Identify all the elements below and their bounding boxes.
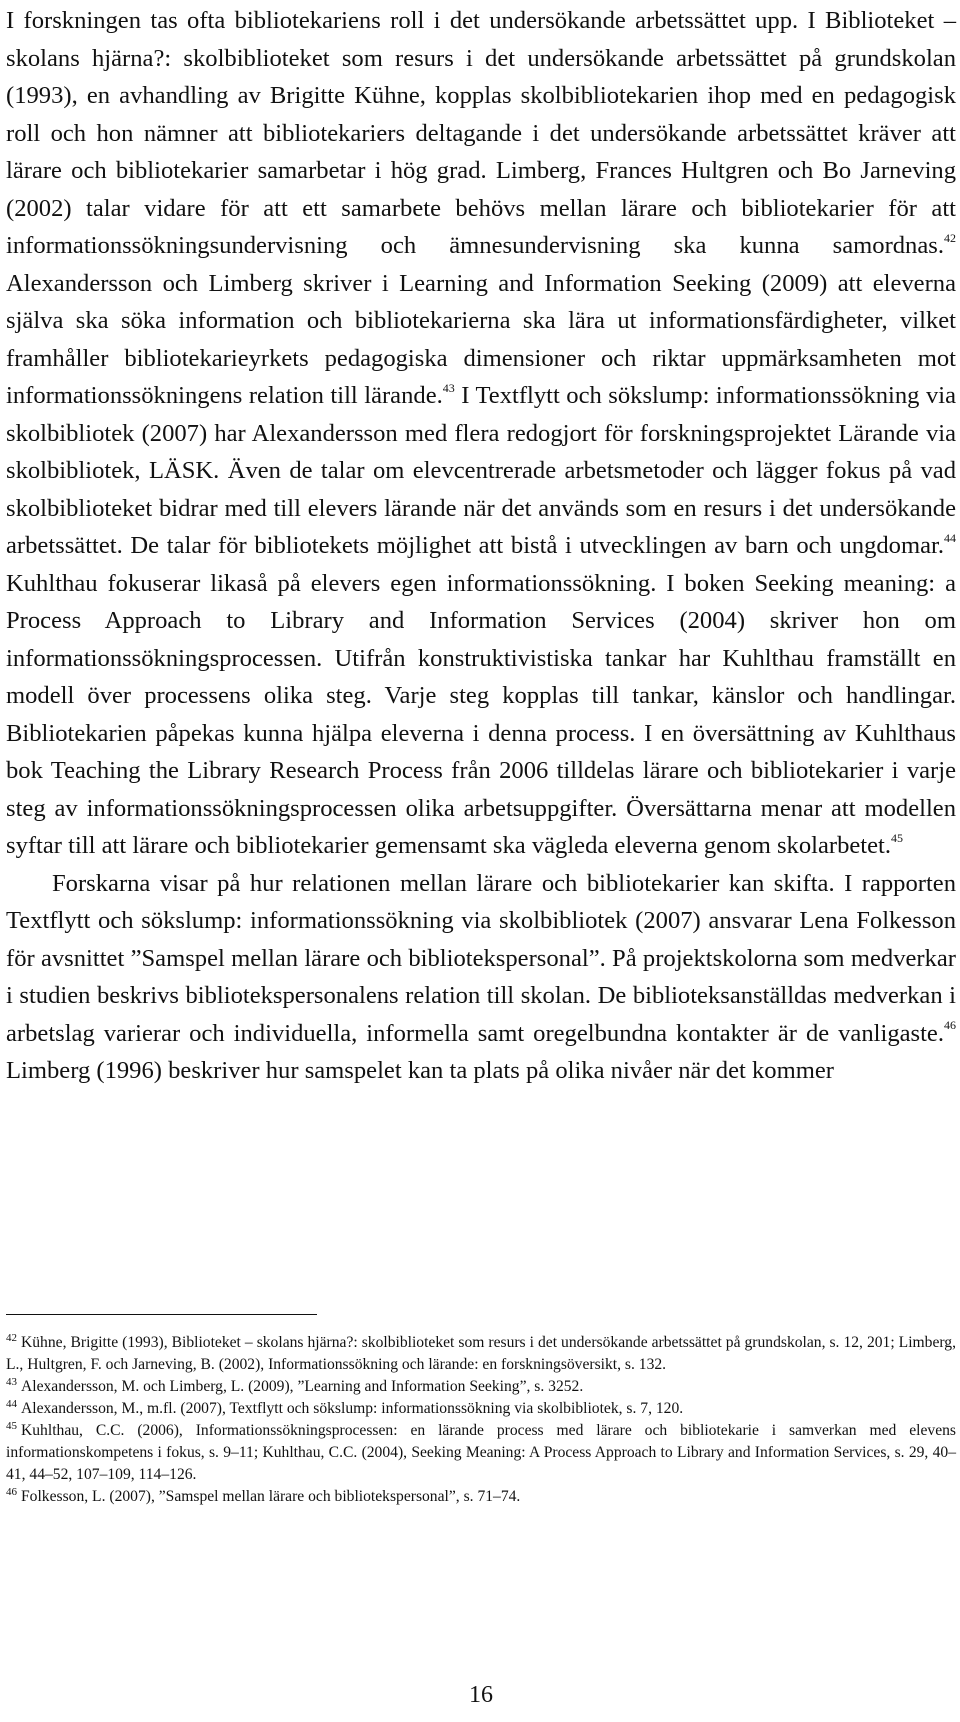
- footnote-46: [6, 1486, 956, 1508]
- footnote-text: Alexandersson, M. och Limberg, L. (2009), ”Learning and Information Seeking”, s. 3252.: [21, 1378, 584, 1395]
- footnote-ref-46[interactable]: 46: [944, 1018, 956, 1033]
- footnote-text: Alexandersson, M., m.fl. (2007), Textflytt och sökslump: informationssökning via skolbibliotek, s. 7, 120.: [21, 1400, 684, 1417]
- footnote-text: Folkesson, L. (2007), ”Samspel mellan lärare och bibliotekspersonal”, s. 71–74.: [21, 1488, 521, 1505]
- document-page: [6, 0, 956, 1722]
- paragraph-2-text-1: Forskarna visar på hur relationen mellan lärare och bibliotekarier kan skifta. I rapporten Textflytt och sökslump: informationssökning via skolbibliotek (2007) ansvarar Lena Folkesson för avsnittet ”Samspel mellan lärare och bibliotekspersonal”. På projektskolorna som medverkar i studien beskrivs bibliotekspersonalens relation till skolan. De biblioteksanställdas medverkan i arbetslag varierar och individuella, informella samt oregelbundna kontakter är de vanligaste.: [6, 869, 956, 1047]
- footnote-separator: [6, 1314, 317, 1315]
- paragraph-1-text-2: Alexandersson och Limberg skriver i Learning and Information Seeking (2009) att eleverna själva ska söka information och bibliotekarierna ska lära ut informationsfärdigheter, vilket framhåller bibliotekarieyrkets pedagogiska dimensioner och riktar uppmärksamheten mot informationssökningens relation till lärande.: [6, 269, 956, 409]
- paragraph-1: [6, 2, 956, 865]
- footnote-43: [6, 1376, 956, 1398]
- footnote-ref-43[interactable]: 43: [442, 380, 455, 395]
- footnote-number: 42: [6, 1331, 17, 1344]
- paragraph-1-text-3: I Textflytt och sökslump: informationssökning via skolbibliotek (2007) har Alexandersson med flera redogjort för forskningsprojektet Lärande via skolbibliotek, LÄSK. Även de talar om elevcentrerade arbetsmetoder och lägger fokus på vad skolbiblioteket bidrar med till elevers lärande när det används som en resurs i det undersökande arbetssättet. De talar för bibliotekets möjlighet att bistå i utvecklingen av barn och ungdomar.: [6, 382, 956, 559]
- footnote-number: 46: [6, 1485, 17, 1498]
- page-number: 16: [469, 1682, 493, 1708]
- paragraph-1-text-1: I forskningen tas ofta bibliotekariens roll i det undersökande arbetssättet upp. I Biblioteket – skolans hjärna?: skolbiblioteket som resurs i det undersökande arbetssättet på grundskolan (1993), en avhandling av Brigitte Kühne, kopplas skolbibliotekarien ihop med en pedagogisk roll och hon nämner att bibliotekariers deltagande i det undersökande arbetssättet kräver att lärare och bibliotekarier samarbetar i hög grad. Limberg, Frances Hultgren och Bo Jarneving (2002) talar vidare för att ett samarbete behövs mellan lärare och bibliotekarier för att informationssökningsundervisning och ämnesundervisning ska kunna samordnas.: [6, 7, 956, 259]
- footnote-45: [6, 1420, 956, 1486]
- footnote-text: Kühne, Brigitte (1993), Biblioteket – skolans hjärna?: skolbiblioteket som resurs i det undersökande arbetssättet på grundskolan, s. 12, 201; Limberg, L., Hultgren, F. och Jarneving, B. (2002), Informationssökning och lärande: en forskningsöversikt, s. 132.: [6, 1334, 956, 1373]
- footnote-ref-45[interactable]: 45: [891, 830, 904, 845]
- footnote-44: [6, 1398, 956, 1420]
- paragraph-2: [6, 865, 956, 1090]
- footnote-text: Kuhlthau, C.C. (2006), Informationssökningsprocessen: en lärande process med lärare och bibliotekarie i samverkan med elevens informationskompetens i fokus, s. 9–11; Kuhlthau, C.C. (2004), Seeking Meaning: A Process Approach to Library and Information Services, s. 29, 40–41, 44–52, 107–109, 114–126.: [6, 1422, 956, 1483]
- footnote-number: 45: [6, 1419, 17, 1432]
- footnote-number: 43: [6, 1375, 17, 1388]
- footnotes: [6, 1332, 956, 1508]
- paragraph-2-text-2: Limberg (1996) beskriver hur samspelet kan ta plats på olika nivåer när det kommer: [6, 1057, 834, 1084]
- body-text: [6, 2, 956, 1090]
- footnote-ref-42[interactable]: 42: [944, 230, 956, 245]
- footnote-ref-44[interactable]: 44: [944, 530, 956, 545]
- footnote-number: 44: [6, 1397, 17, 1410]
- footnote-42: [6, 1332, 956, 1376]
- paragraph-1-text-4: Kuhlthau fokuserar likaså på elevers egen informationssökning. I boken Seeking meaning: a Process Approach to Library and Information Services (2004) skriver hon om informationssökningsprocessen. Utifrån konstruktivistiska tankar har Kuhlthau framställt en modell över processens olika steg. Varje steg kopplas till tankar, känslor och handlingar. Bibliotekarien påpekas kunna hjälpa eleverna i denna process. I en översättning av Kuhlthaus bok Teaching the Library Research Process från 2006 tilldelas lärare och bibliotekarier i varje steg av informationssökningsprocessen olika arbetsuppgifter. Översättarna menar att modellen syftar till att lärare och bibliotekarier gemensamt ska vägleda eleverna genom skolarbetet.: [6, 569, 956, 859]
